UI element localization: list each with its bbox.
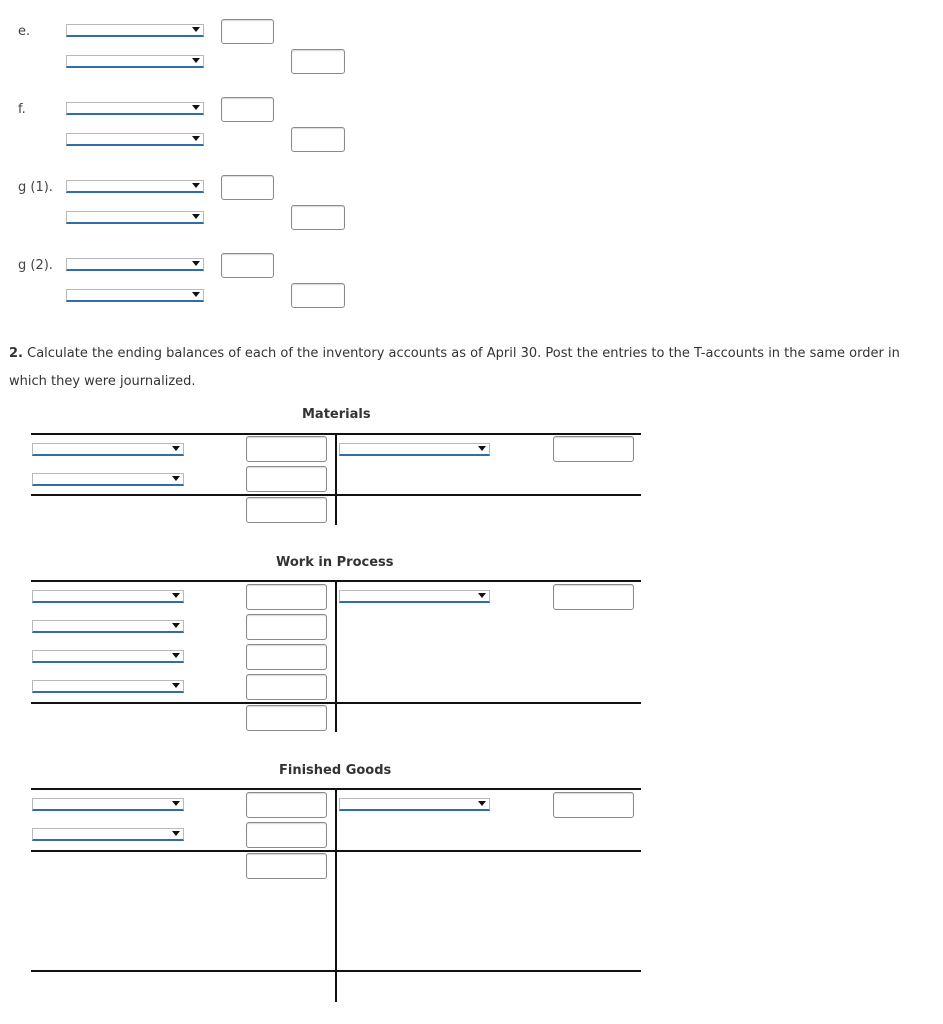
t-account-total-rule	[31, 494, 641, 496]
credit-amount-input-g2[interactable]	[291, 283, 345, 308]
entry-label-e: e.	[18, 24, 31, 39]
chevron-down-icon	[172, 593, 180, 598]
debit-amount-input-f[interactable]	[221, 97, 274, 122]
t-account-subtotal-rule	[31, 850, 641, 852]
chevron-down-icon	[192, 261, 200, 266]
credit-account-select-g2[interactable]	[66, 289, 204, 302]
chevron-down-icon	[172, 683, 180, 688]
t-account-total-rule	[31, 702, 641, 704]
debit-amount-input[interactable]	[246, 822, 327, 848]
credit-amount-input-e[interactable]	[291, 49, 345, 74]
debit-amount-input[interactable]	[246, 674, 327, 700]
entry-label-f: f.	[18, 102, 26, 117]
t-account-title: Materials	[302, 407, 371, 422]
t-account-total-rule	[31, 970, 641, 972]
debit-account-select-g2[interactable]	[66, 258, 204, 271]
debit-amount-input[interactable]	[246, 644, 327, 670]
credit-account-select-f[interactable]	[66, 133, 204, 146]
chevron-down-icon	[172, 801, 180, 806]
debit-account-select-g1[interactable]	[66, 180, 204, 193]
credit-amount-input[interactable]	[553, 584, 634, 610]
chevron-down-icon	[192, 292, 200, 297]
entry-label-g1: g (1).	[18, 180, 53, 195]
debit-account-select[interactable]	[32, 620, 184, 633]
part2-instruction	[9, 340, 934, 396]
chevron-down-icon	[478, 446, 486, 451]
t-account-divider	[335, 433, 337, 525]
credit-amount-input-f[interactable]	[291, 127, 345, 152]
credit-account-select[interactable]	[339, 590, 490, 603]
credit-account-select-g1[interactable]	[66, 211, 204, 224]
t-account-divider	[335, 580, 337, 732]
debit-amount-input-g2[interactable]	[221, 253, 274, 278]
chevron-down-icon	[192, 105, 200, 110]
chevron-down-icon	[478, 593, 486, 598]
credit-amount-input[interactable]	[553, 436, 634, 462]
debit-amount-input-g1[interactable]	[221, 175, 274, 200]
chevron-down-icon	[172, 653, 180, 658]
debit-account-select[interactable]	[32, 680, 184, 693]
part2-number: 2.	[9, 346, 23, 361]
chevron-down-icon	[192, 214, 200, 219]
chevron-down-icon	[172, 476, 180, 481]
debit-account-select[interactable]	[32, 443, 184, 456]
debit-amount-input[interactable]	[246, 614, 327, 640]
t-account-title: Work in Process	[276, 555, 394, 570]
credit-account-select[interactable]	[339, 443, 490, 456]
debit-account-select[interactable]	[32, 590, 184, 603]
ending-balance-input[interactable]	[246, 853, 327, 879]
chevron-down-icon	[172, 623, 180, 628]
chevron-down-icon	[192, 58, 200, 63]
debit-amount-input[interactable]	[246, 466, 327, 492]
chevron-down-icon	[192, 27, 200, 32]
credit-amount-input[interactable]	[553, 792, 634, 818]
debit-account-select[interactable]	[32, 473, 184, 486]
debit-account-select[interactable]	[32, 828, 184, 841]
ending-balance-input[interactable]	[246, 497, 327, 523]
chevron-down-icon	[478, 801, 486, 806]
debit-amount-input[interactable]	[246, 584, 327, 610]
debit-amount-input-e[interactable]	[221, 19, 274, 44]
debit-account-select-f[interactable]	[66, 102, 204, 115]
credit-account-select-e[interactable]	[66, 55, 204, 68]
chevron-down-icon	[172, 831, 180, 836]
credit-amount-input-g1[interactable]	[291, 205, 345, 230]
debit-amount-input[interactable]	[246, 792, 327, 818]
debit-account-select[interactable]	[32, 798, 184, 811]
entry-label-g2: g (2).	[18, 258, 53, 273]
chevron-down-icon	[172, 446, 180, 451]
credit-account-select[interactable]	[339, 798, 490, 811]
chevron-down-icon	[192, 136, 200, 141]
debit-amount-input[interactable]	[246, 436, 327, 462]
t-account-title: Finished Goods	[279, 763, 392, 778]
ending-balance-input[interactable]	[246, 705, 327, 731]
part2-text: Calculate the ending balances of each of the inventory accounts as of April 30. Post the entries to the T-accounts in the same order in which they were journalized.	[9, 346, 900, 389]
chevron-down-icon	[192, 183, 200, 188]
debit-account-select[interactable]	[32, 650, 184, 663]
debit-account-select-e[interactable]	[66, 24, 204, 37]
